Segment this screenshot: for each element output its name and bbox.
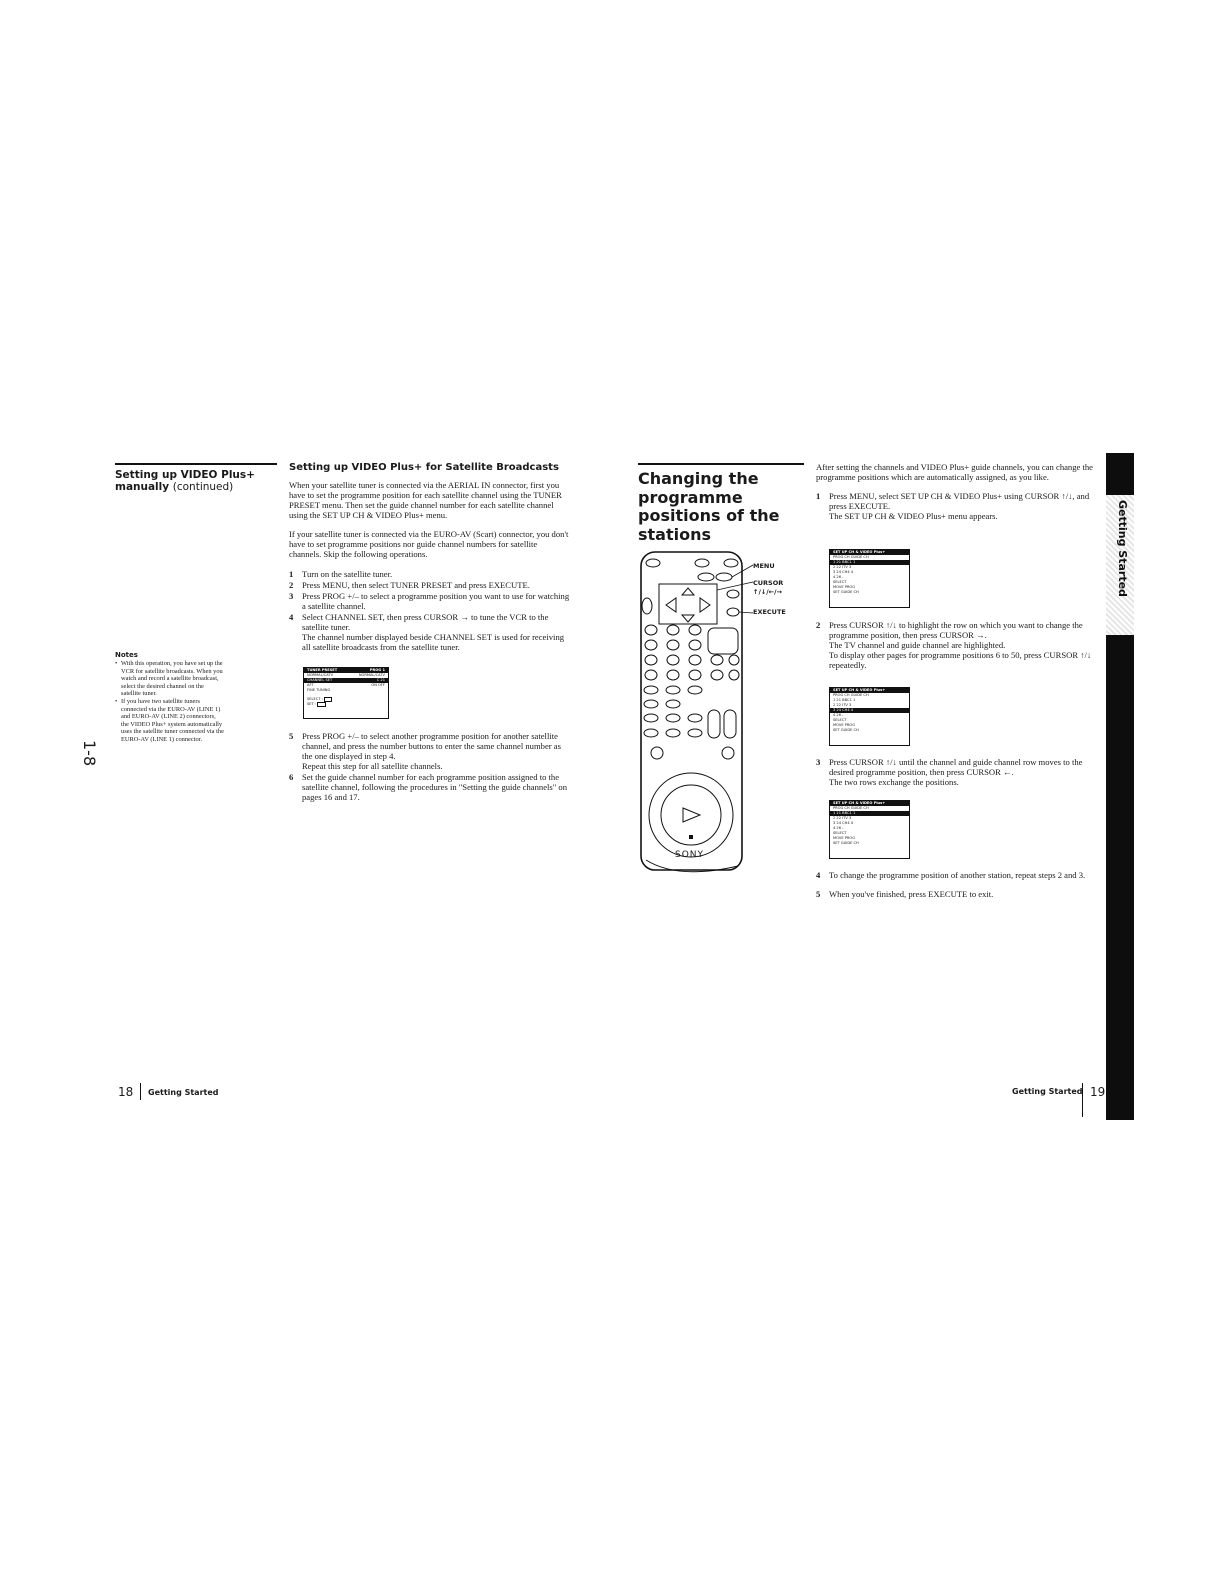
left-body	[289, 480, 571, 653]
right-body-4	[816, 870, 1100, 900]
remote-label-execute: EXECUTE	[753, 608, 786, 616]
footer-divider	[1082, 1083, 1083, 1117]
section-title: Setting up VIDEO Plus+ manually (continued)	[115, 469, 255, 493]
continued-label: (continued)	[172, 481, 234, 493]
brand-logo: SONY	[675, 850, 705, 860]
chapter-tab-bottom	[1106, 635, 1134, 1120]
title-rule	[638, 463, 804, 465]
osd-row: FINE TUNING	[307, 688, 331, 692]
setup-ch-screen-1: SET UP CH & VIDEO Plus+ PROG CH GUIDE CH 1 21 BBC1 1 2 22 ITV 3 3 24 CH4 4 4 26 - SELECT MOVE PROG SET GUIDE CH	[829, 549, 910, 608]
osd-row-highlight: CHANNEL SET C 21	[304, 678, 388, 683]
note-item: • If you have two satellite tuners connected via the EURO-AV (LINE 1) and EURO-AV (LINE 2) connectors, the VIDEO Plus+ system automatically uses the satellite tuner connected via the EURO-AV (LINE 1) connector.	[115, 698, 225, 744]
osd-row: AFT ON OFF	[307, 683, 385, 687]
tuner-preset-screen	[303, 667, 389, 719]
osd-row: NORMAL/CATV NORMAL/CATV	[307, 673, 385, 677]
step-item: 6 Set the guide channel number for each programme position assigned to the satellite channel, following the procedures in "Setting the guide channels" on pages 16 and 17.	[289, 772, 567, 802]
chapter-tab-top	[1106, 453, 1134, 495]
steps-list-c	[816, 491, 1098, 521]
footer-label-left: Getting Started	[148, 1088, 219, 1097]
step-item: 4 To change the programme position of another station, repeat steps 2 and 3.	[816, 870, 1086, 880]
steps-list-f	[816, 870, 1100, 899]
paragraph: If your satellite tuner is connected via the EURO-AV (Scart) connector, you don't have to set programme positions nor guide channel numbers for satellite channels. Skip the following operations.	[289, 529, 569, 559]
notes-list	[115, 660, 225, 744]
steps-list-a	[289, 569, 571, 652]
remote-label-cursor-arrows: ↑/↓/←/→	[753, 588, 782, 596]
section-rule	[115, 463, 277, 465]
remote-label-menu: MENU	[753, 562, 775, 570]
step-item: 2 Press MENU, then select TUNER PRESET and press EXECUTE.	[289, 580, 530, 590]
osd-row: SELECT :	[304, 697, 388, 702]
notes-title: Notes	[115, 651, 138, 659]
right-body-3	[816, 757, 1100, 788]
footer-divider	[140, 1083, 141, 1100]
step-item: 2 Press CURSOR ↑/↓ to highlight the row on which you want to change the programme position, then press CURSOR →. The TV channel and guide channel are highlighted. To display other pages for programme positions 6 to 50, press CURSOR ↑/↓ repeatedly.	[816, 620, 1092, 670]
osd-row: SET :	[304, 702, 388, 707]
right-body	[816, 462, 1098, 522]
remote-label-cursor: CURSOR	[753, 579, 784, 587]
side-page-label: 1-8	[80, 740, 99, 767]
subheading: Setting up VIDEO Plus+ for Satellite Broadcasts	[289, 462, 559, 473]
left-body-2	[289, 731, 571, 803]
step-item: 1 Press MENU, select SET UP CH & VIDEO Plus+ using CURSOR ↑/↓, and press EXECUTE. The SET UP CH & VIDEO Plus+ menu appears.	[816, 491, 1090, 521]
footer-label-right: Getting Started	[1012, 1087, 1083, 1096]
steps-list-e	[816, 757, 1100, 787]
steps-list-d	[816, 620, 1098, 670]
setup-ch-screen-2: SET UP CH & VIDEO Plus+ PROG CH GUIDE CH 1 21 BBC1 1 2 22 ITV 3 3 24 CH4 4 4 26 - SELECT MOVE PROG SET GUIDE CH	[829, 687, 910, 746]
steps-list-b	[289, 731, 571, 802]
note-item: • With this operation, you have set up the VCR for satellite broadcasts. When you watch and record a satellite broadcast, select the desired channel on the satellite tuner.	[115, 660, 225, 698]
remote-control-illustration	[638, 550, 798, 875]
page-title: Changing the programme positions of the stations	[638, 469, 780, 544]
step-item: 1 Turn on the satellite tuner.	[289, 569, 393, 579]
paragraph: When your satellite tuner is connected via the AERIAL IN connector, first you have to set the programme position for each satellite channel using the TUNER PRESET menu. Then set the guide channel number for each satellite channel using the SET UP CH & VIDEO Plus+ menu.	[289, 480, 562, 520]
step-item: 3 Press PROG +/– to select a programme position you want to use for watching a satellite channel.	[289, 591, 570, 611]
right-body-2	[816, 620, 1098, 671]
page-number-left: 18	[118, 1085, 134, 1099]
step-item: 5 When you've finished, press EXECUTE to exit.	[816, 889, 994, 899]
page-number-right: 19	[1090, 1085, 1106, 1099]
step-item: 5 Press PROG +/– to select another programme position for another satellite channel, and press the number buttons to enter the same channel number as the one displayed in step 4. Repeat this step for all satellite channels.	[289, 731, 561, 771]
osd-title-bar: TUNER PRESET PROG 1	[304, 668, 388, 673]
chapter-tab-text: Getting Started	[1116, 500, 1129, 597]
step-item: 3 Press CURSOR ↑/↓ until the channel and guide channel row moves to the desired programme position, then press CURSOR ←. The two rows exchange the positions.	[816, 757, 1083, 787]
paragraph: After setting the channels and VIDEO Plus+ guide channels, you can change the programme positions which are automatically assigned, as you like.	[816, 462, 1093, 482]
setup-ch-screen-3: SET UP CH & VIDEO Plus+ PROG CH GUIDE CH 1 21 BBC1 1 2 22 ITV 3 3 24 CH4 4 4 26 - SELECT MOVE PROG SET GUIDE CH	[829, 800, 910, 859]
step-item: 4 Select CHANNEL SET, then press CURSOR → to tune the VCR to the satellite tuner. The channel number displayed beside CHANNEL SET is used for receiving all satellite broadcasts from the satellite tuner.	[289, 612, 565, 652]
